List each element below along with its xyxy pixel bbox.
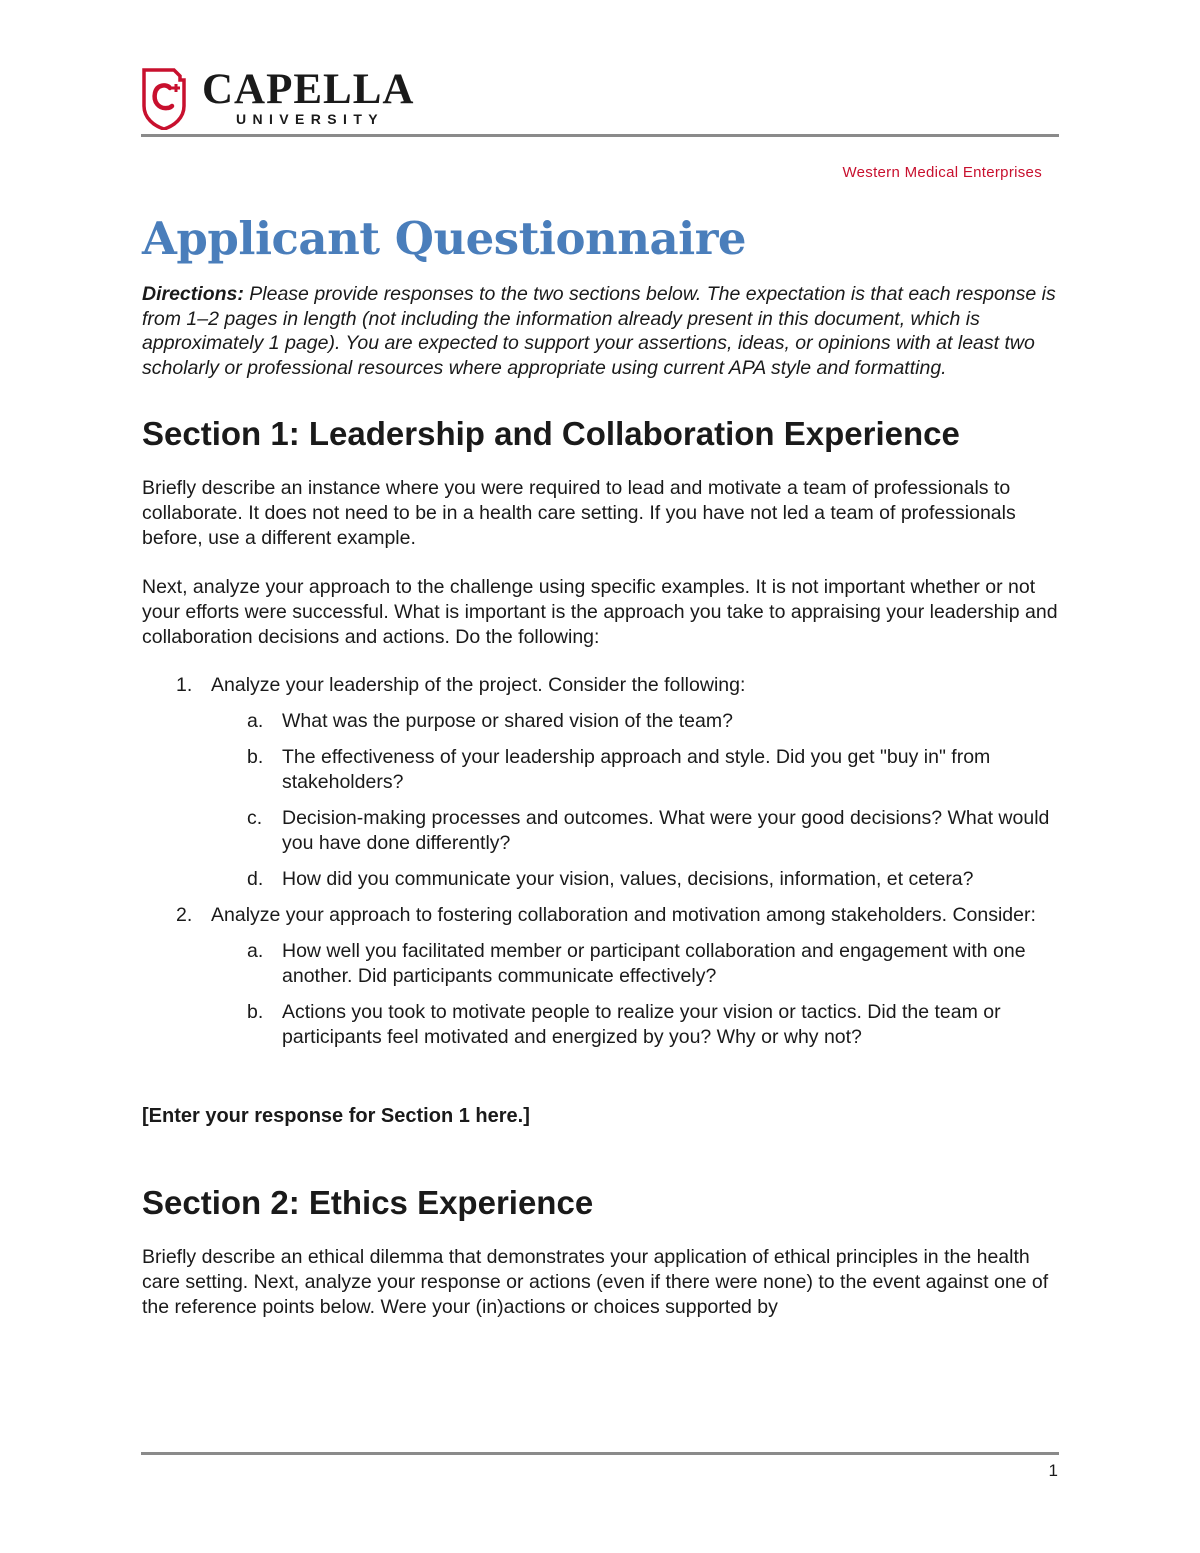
list-item (142, 903, 1060, 1050)
list-item-text: Analyze your leadership of the project. Consider the following: (211, 674, 746, 697)
section1-title: Section 1: Leadership and Collaboration Experience (142, 415, 960, 453)
sublist (211, 709, 1060, 892)
sublist-letter: a. (247, 710, 264, 733)
sublist-item-text: What was the purpose or shared vision of the team? (282, 710, 733, 733)
sublist-item (211, 745, 1060, 795)
directions-text: Please provide responses to the two sections below. The expectation is that each response is from 1–2 pages in length (not including the information already present in this document, which is approximately 1 page). You are expected to support your assertions, ideas, or opinions with at least two scholarly or professional resources where appropriate using current APA style and formatting. (142, 283, 1056, 379)
sublist-letter: a. (247, 940, 264, 963)
section1-paragraph-1: Briefly describe an instance where you were required to lead and motivate a team of professionals to collaborate. It does not need to be in a health care setting. If you have not led a team of professionals before, use a different example. (142, 477, 1016, 550)
section2-title: Section 2: Ethics Experience (142, 1184, 594, 1222)
logo-subtitle: UNIVERSITY (236, 111, 385, 127)
sublist-item-text: Decision-making processes and outcomes. What were your good decisions? What would you have done differently? (282, 807, 1050, 855)
document-body (142, 210, 1060, 1320)
sublist-item-text: How well you facilitated member or participant collaboration and engagement with one another. Did participants communicate effectively? (282, 940, 1026, 988)
list-item (142, 673, 1060, 892)
sublist-letter: b. (247, 746, 264, 769)
sublist-item (211, 709, 1060, 734)
directions-label: Directions: (142, 283, 244, 305)
sublist-item-text: The effectiveness of your leadership approach and style. Did you get "buy in" from stakeholders? (282, 746, 991, 794)
header-rule (141, 134, 1059, 137)
sublist-item (211, 806, 1060, 856)
company-name: Western Medical Enterprises (842, 164, 1042, 181)
page-title: Applicant Questionnaire (142, 212, 747, 265)
sublist-item-text: Actions you took to motivate people to realize your vision or tactics. Did the team or participants feel motivated and energized by you? Why or why not? (282, 1001, 1001, 1049)
capella-logo (140, 66, 430, 136)
list-item-text: Analyze your approach to fostering collaboration and motivation among stakeholders. Consider: (211, 904, 1036, 927)
sublist-letter: c. (247, 807, 263, 830)
list-number: 1. (176, 674, 193, 697)
section1-paragraph-2: Next, analyze your approach to the challenge using specific examples. It is not important whether or not your efforts were successful. What is important is the approach you take to appraising your leadership and collaboration decisions and actions. Do the following: (142, 576, 1058, 649)
logo-wordmark: CAPELLA (202, 66, 415, 113)
sublist-item (211, 1000, 1060, 1050)
capella-shield-icon (140, 66, 188, 130)
page-number: 1 (1048, 1461, 1058, 1480)
sublist-item-text: How did you communicate your vision, values, decisions, information, et cetera? (282, 868, 974, 891)
directions (142, 282, 1060, 380)
footer-rule (141, 1452, 1059, 1455)
section2-paragraph-1: Briefly describe an ethical dilemma that demonstrates your application of ethical principles in the health care setting. Next, analyze your response or actions (even if there were none) to the event against one of the reference points below. Were your (in)actions or choices supported by (142, 1246, 1049, 1319)
sublist-item (211, 867, 1060, 892)
sublist-item (211, 939, 1060, 989)
list-number: 2. (176, 904, 193, 927)
sublist-letter: d. (247, 868, 264, 891)
section1-response-placeholder[interactable]: [Enter your response for Section 1 here.] (142, 1105, 530, 1128)
sublist (211, 939, 1060, 1050)
sublist-letter: b. (247, 1001, 264, 1024)
section1-list (142, 673, 1060, 1050)
